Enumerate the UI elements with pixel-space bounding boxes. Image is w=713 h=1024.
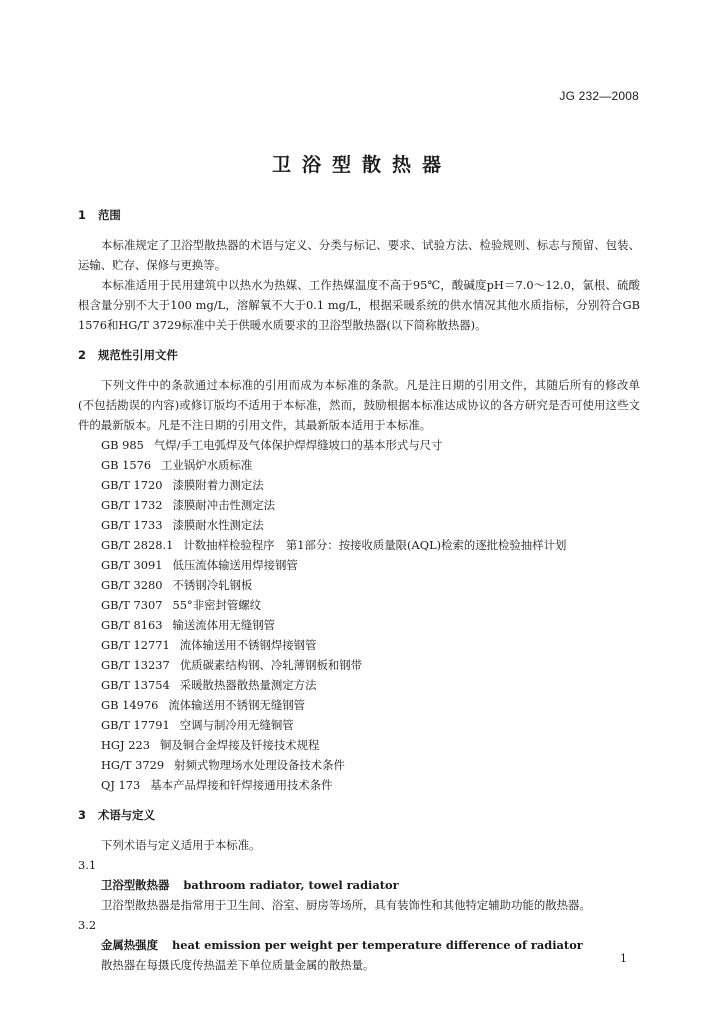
reference-code: HGJ 223 [101, 738, 150, 752]
reference-code: GB/T 3280 [101, 578, 163, 592]
reference-code: GB/T 2828.1 [101, 538, 174, 552]
reference-code: QJ 173 [101, 778, 141, 792]
reference-code: HG/T 3729 [101, 758, 165, 772]
list-item [78, 495, 640, 515]
list-item [78, 555, 640, 575]
reference-code: GB/T 1732 [101, 498, 163, 512]
term-english: bathroom radiator, towel radiator [183, 878, 399, 892]
list-item [78, 615, 640, 635]
reference-code: GB 985 [101, 438, 144, 452]
list-item [78, 775, 640, 795]
list-item [78, 635, 640, 655]
list-item [78, 535, 640, 555]
list-item [78, 575, 640, 595]
reference-name: 漆膜耐冲击性测定法 [172, 498, 276, 512]
list-item [78, 655, 640, 675]
document-body [78, 205, 640, 975]
reference-code: GB/T 8163 [101, 618, 163, 632]
reference-code: GB/T 13754 [101, 678, 170, 692]
reference-name: 基本产品焊接和钎焊接通用技术条件 [150, 778, 333, 792]
reference-name: 输送流体用无缝钢管 [172, 618, 276, 632]
section-number: 3 [78, 808, 86, 822]
reference-code: GB/T 7307 [101, 598, 163, 612]
reference-name: 低压流体输送用焊接钢管 [172, 558, 298, 572]
reference-name: 流体输送用不锈钢焊接钢管 [179, 638, 317, 652]
subsection-number: 3.2 [78, 918, 97, 932]
paragraph: 下列术语与定义适用于本标准。 [101, 838, 261, 852]
reference-code: GB/T 12771 [101, 638, 170, 652]
reference-name: 计数抽样检验程序 第1部分：按接收质量限(AQL)检索的逐批检验抽样计划 [183, 538, 567, 552]
term-chinese: 金属热强度 [101, 938, 158, 952]
paragraph: 本标准规定了卫浴型散热器的术语与定义、分类与标记、要求、试验方法、检验规则、标志与预留、包装、运输、贮存、保修与更换等。 [78, 238, 640, 272]
section-2-heading [78, 345, 640, 365]
reference-code: GB/T 13237 [101, 658, 170, 672]
section-title: 术语与定义 [98, 808, 155, 822]
reference-name: 空调与制冷用无缝铜管 [179, 718, 294, 732]
reference-name: 55°非密封管螺纹 [172, 598, 262, 612]
reference-name: 气焊/手工电弧焊及气体保护焊焊缝坡口的基本形式与尺寸 [153, 438, 443, 452]
term-definition: 卫浴型散热器是指常用于卫生间、浴室、厨房等场所，具有装饰性和其他特定辅助功能的散热器。 [101, 898, 591, 912]
list-item [78, 515, 640, 535]
section-number: 2 [78, 348, 86, 362]
term-chinese: 卫浴型散热器 [101, 878, 170, 892]
list-item [78, 715, 640, 735]
reference-name: 采暖散热器散热量测定方法 [179, 678, 317, 692]
paragraph: 下列文件中的条款通过本标准的引用而成为本标准的条款。凡是注日期的引用文件，其随后所有的修改单(不包括勘误的内容)或修订版均不适用于本标准，然而，鼓励根据本标准达成协议的各方研究是否可使用这些文件的最新版本。凡是不注日期的引用文件，其最新版本适用于本标准。 [78, 378, 640, 432]
document-code: JG 232—2008 [559, 89, 639, 103]
reference-name: 优质碳素结构钢、冷轧薄钢板和钢带 [179, 658, 363, 672]
reference-code: GB 14976 [101, 698, 159, 712]
list-item [78, 595, 640, 615]
reference-code: GB/T 1733 [101, 518, 163, 532]
section-title: 范围 [98, 208, 121, 222]
section-3-heading [78, 805, 640, 825]
reference-name: 流体输送用不锈钢无缝钢管 [168, 698, 306, 712]
reference-name: 射频式物理场水处理设备技术条件 [174, 758, 345, 772]
reference-code: GB/T 3091 [101, 558, 163, 572]
list-item [78, 435, 640, 455]
reference-code: GB/T 17791 [101, 718, 170, 732]
reference-name: 漆膜附着力测定法 [172, 478, 264, 492]
reference-name: 工业锅炉水质标准 [161, 458, 253, 472]
reference-name: 漆膜耐水性测定法 [172, 518, 264, 532]
page-number: 1 [620, 952, 627, 965]
reference-name: 铜及铜合金焊接及钎接技术规程 [159, 738, 320, 752]
term-entry [78, 875, 640, 895]
term-entry [78, 935, 640, 955]
list-item [78, 675, 640, 695]
list-item [78, 475, 640, 495]
list-item [78, 455, 640, 475]
list-item [78, 755, 640, 775]
document-title: 卫浴型散热器 [271, 154, 452, 176]
paragraph: 本标准适用于民用建筑中以热水为热媒、工作热媒温度不高于95℃，酸碱度pH＝7.0～12.0，氯根、硫酸根含量分别不大于100 mg/L，溶解氧不大于0.1 mg/L，根据采暖系统的供水情况其他水质指标，分别符合GB 1576和HG/T 3729标准中关于供暖水质要求的卫浴型散热器(以下简称散热器)。 [78, 278, 640, 332]
section-1-heading [78, 205, 640, 225]
list-item [78, 735, 640, 755]
list-item [78, 695, 640, 715]
reference-name: 不锈钢冷轧钢板 [172, 578, 253, 592]
reference-list [78, 435, 640, 795]
reference-code: GB 1576 [101, 458, 152, 472]
subsection-number: 3.1 [78, 858, 97, 872]
reference-code: GB/T 1720 [101, 478, 163, 492]
section-number: 1 [78, 208, 86, 222]
term-english: heat emission per weight per temperature difference of radiator [171, 938, 583, 952]
term-definition: 散热器在每摄氏度传热温差下单位质量金属的散热量。 [101, 958, 375, 972]
section-title: 规范性引用文件 [98, 348, 178, 362]
